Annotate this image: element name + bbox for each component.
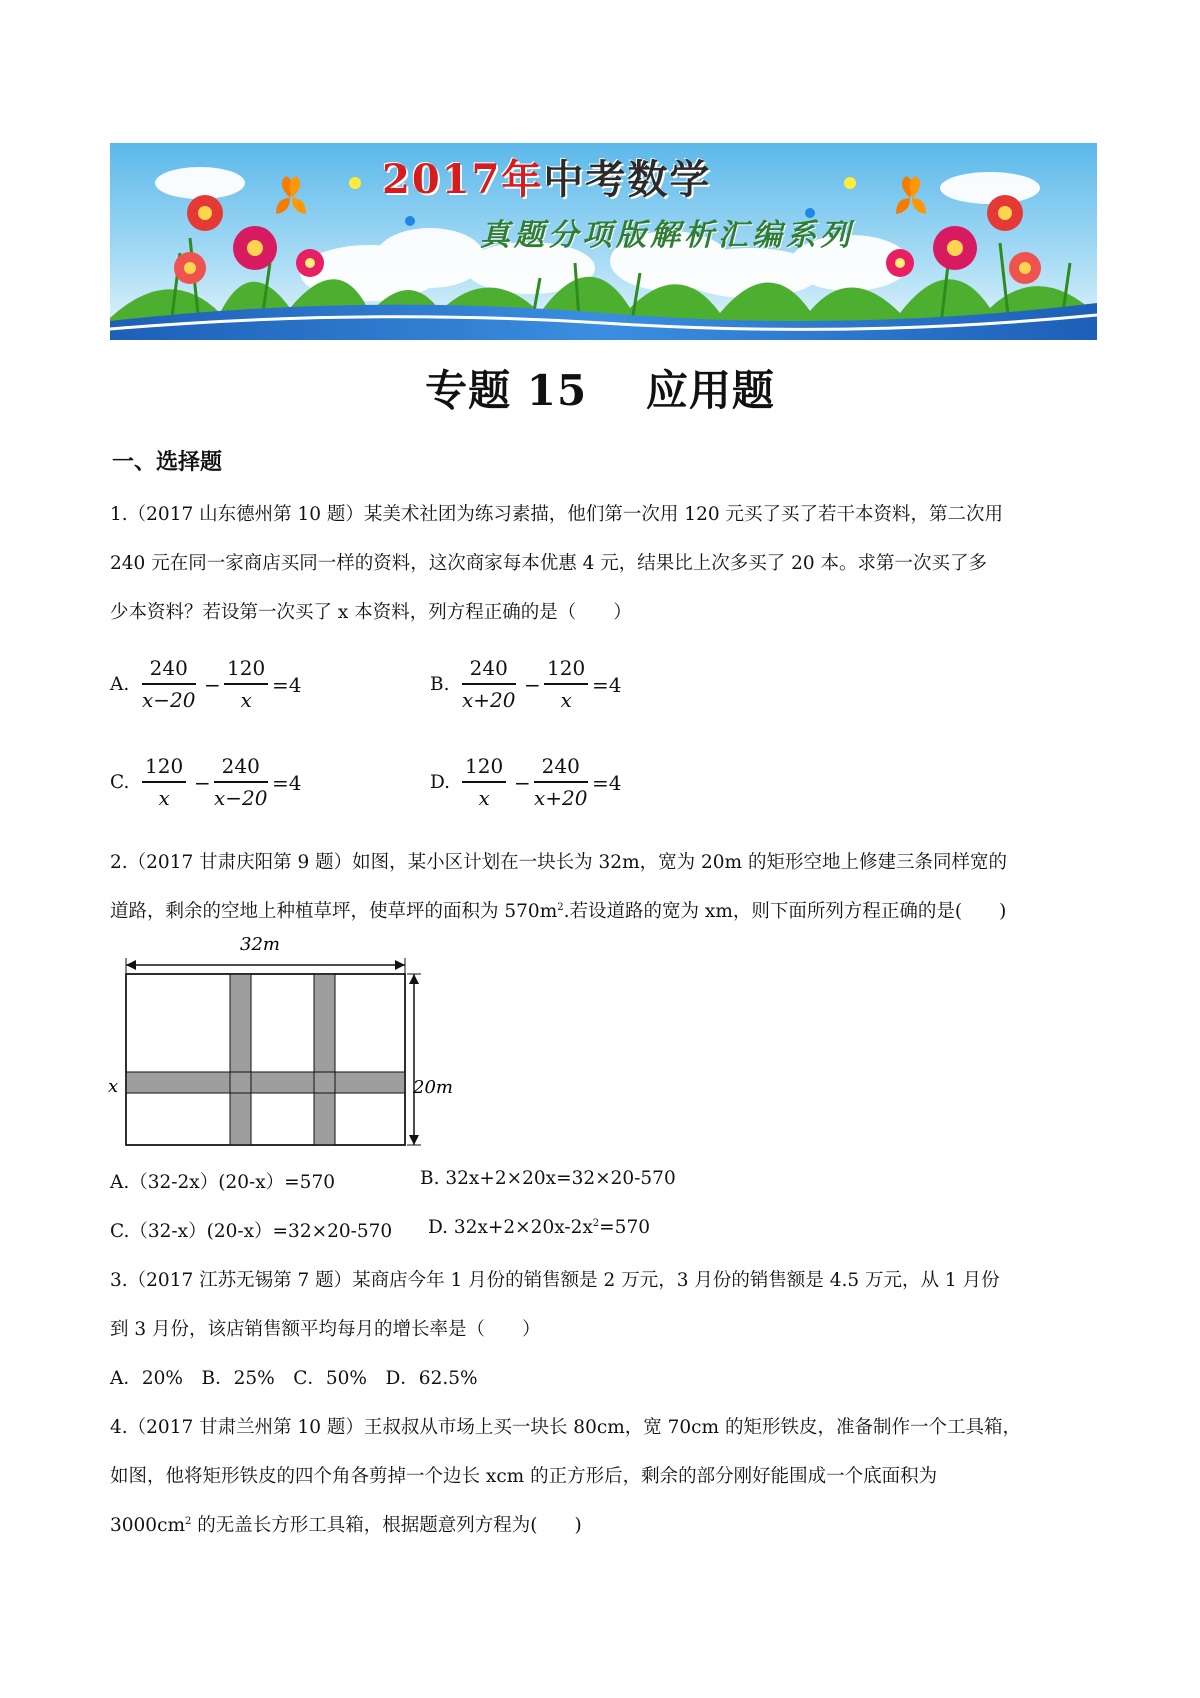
q4-line-3 [110,1511,582,1537]
q2-top-label: 32m [240,934,280,955]
fraction: 120 x [142,751,186,813]
option-label: D. [430,772,451,793]
q1-option-a [110,653,410,717]
banner-title-main: 中考数学 [543,156,712,203]
banner-title-year: 2017年 [382,156,544,203]
q2-option-d-sup: 2 [592,1217,600,1229]
q1-line-3: 少本资料？若设第一次买了 x 本资料，列方程正确的是（ ） [110,602,632,623]
banner-subtitle: 真题分项版解析汇编系列 [480,218,854,253]
q2-option-c: C.（32-x）(20-x）=32×20-570 [110,1221,393,1242]
equals-rhs: =4 [592,673,622,697]
q1-option-b [430,653,730,717]
fraction: 240 x−20 [214,754,268,810]
fraction: 120 x [224,653,268,715]
equals-rhs: =4 [592,771,622,795]
q2-right-label: 20m [413,1077,453,1098]
document-title: 专题 15 应用题 [425,366,775,415]
minus-sign: − [524,673,541,697]
q2-option-a: A.（32-2x）(20-x）=570 [110,1172,335,1193]
fraction: 120 x [544,653,588,715]
q2-road-figure [108,928,458,1164]
q2-line-2 [110,897,1006,923]
header-banner [110,143,1097,340]
fraction: 120 x [462,751,506,813]
q2-left-label: x [108,1076,119,1097]
q1-option-c [110,751,410,815]
q4-line-3a: 3000cm [110,1515,185,1536]
q2-line-2-sup: 2 [557,901,564,913]
q1-option-d [430,751,730,815]
option-label: B. [430,674,450,695]
q4-line-1: 4.（2017 甘肃兰州第 10 题）王叔叔从市场上买一块长 80cm，宽 70cm 的矩形铁皮，准备制作一个工具箱， [110,1417,1021,1438]
q3-line-2: 到 3 月份，该店销售额平均每月的增长率是（ ） [110,1319,541,1340]
option-label: C. [110,772,130,793]
q2-line-1: 2.（2017 甘肃庆阳第 9 题）如图，某小区计划在一块长为 32m，宽为 20m 的矩形空地上修建三条同样宽的 [110,852,1007,873]
minus-sign: − [204,673,221,697]
equals-rhs: =4 [272,673,302,697]
q2-option-d [428,1217,650,1238]
fraction: 240 x−20 [142,656,196,712]
q3-options: A．20% B．25% C．50% D．62.5% [110,1368,478,1389]
equals-rhs: =4 [272,771,302,795]
q2-option-b: B. 32x+2×20x=32×20-570 [420,1168,676,1189]
q4-line-2: 如图，他将矩形铁皮的四个角各剪掉一个边长 xcm 的正方形后，剩余的部分刚好能围成一个底面积为 [110,1466,938,1487]
q1-line-1: 1.（2017 山东德州第 10 题）某美术社团为练习素描，他们第一次用 120 元买了买了若干本资料，第二次用 [110,504,1003,525]
minus-sign: − [194,771,211,795]
q1-line-2: 240 元在同一家商店买同一样的资料，这次商家每本优惠 4 元，结果比上次多买了 20 本。求第一次买了多 [110,553,988,574]
fraction: 240 x+20 [462,656,516,712]
q3-line-1: 3.（2017 江苏无锡第 7 题）某商店今年 1 月份的销售额是 2 万元，3 月份的销售额是 4.5 万元，从 1 月份 [110,1270,1000,1291]
q2-diagram [108,928,458,1160]
q2-option-d-a: D. 32x+2×20x-2x [428,1217,593,1238]
q2-option-d-b: =570 [599,1217,650,1238]
banner-title [382,148,711,205]
minus-sign: − [514,771,531,795]
q2-line-2b: .若设道路的宽为 xm，则下面所列方程正确的是( ) [563,901,1007,922]
option-label: A. [110,674,130,695]
q2-line-2a: 道路，剩余的空地上种植草坪，使草坪的面积为 570m [110,901,558,922]
section-heading: 一、选择题 [112,449,223,475]
fraction: 240 x+20 [534,754,588,810]
q4-line-3b: 的无盖长方形工具箱，根据题意列方程为( ) [191,1515,582,1536]
q4-line-3-sup: 2 [185,1515,192,1527]
